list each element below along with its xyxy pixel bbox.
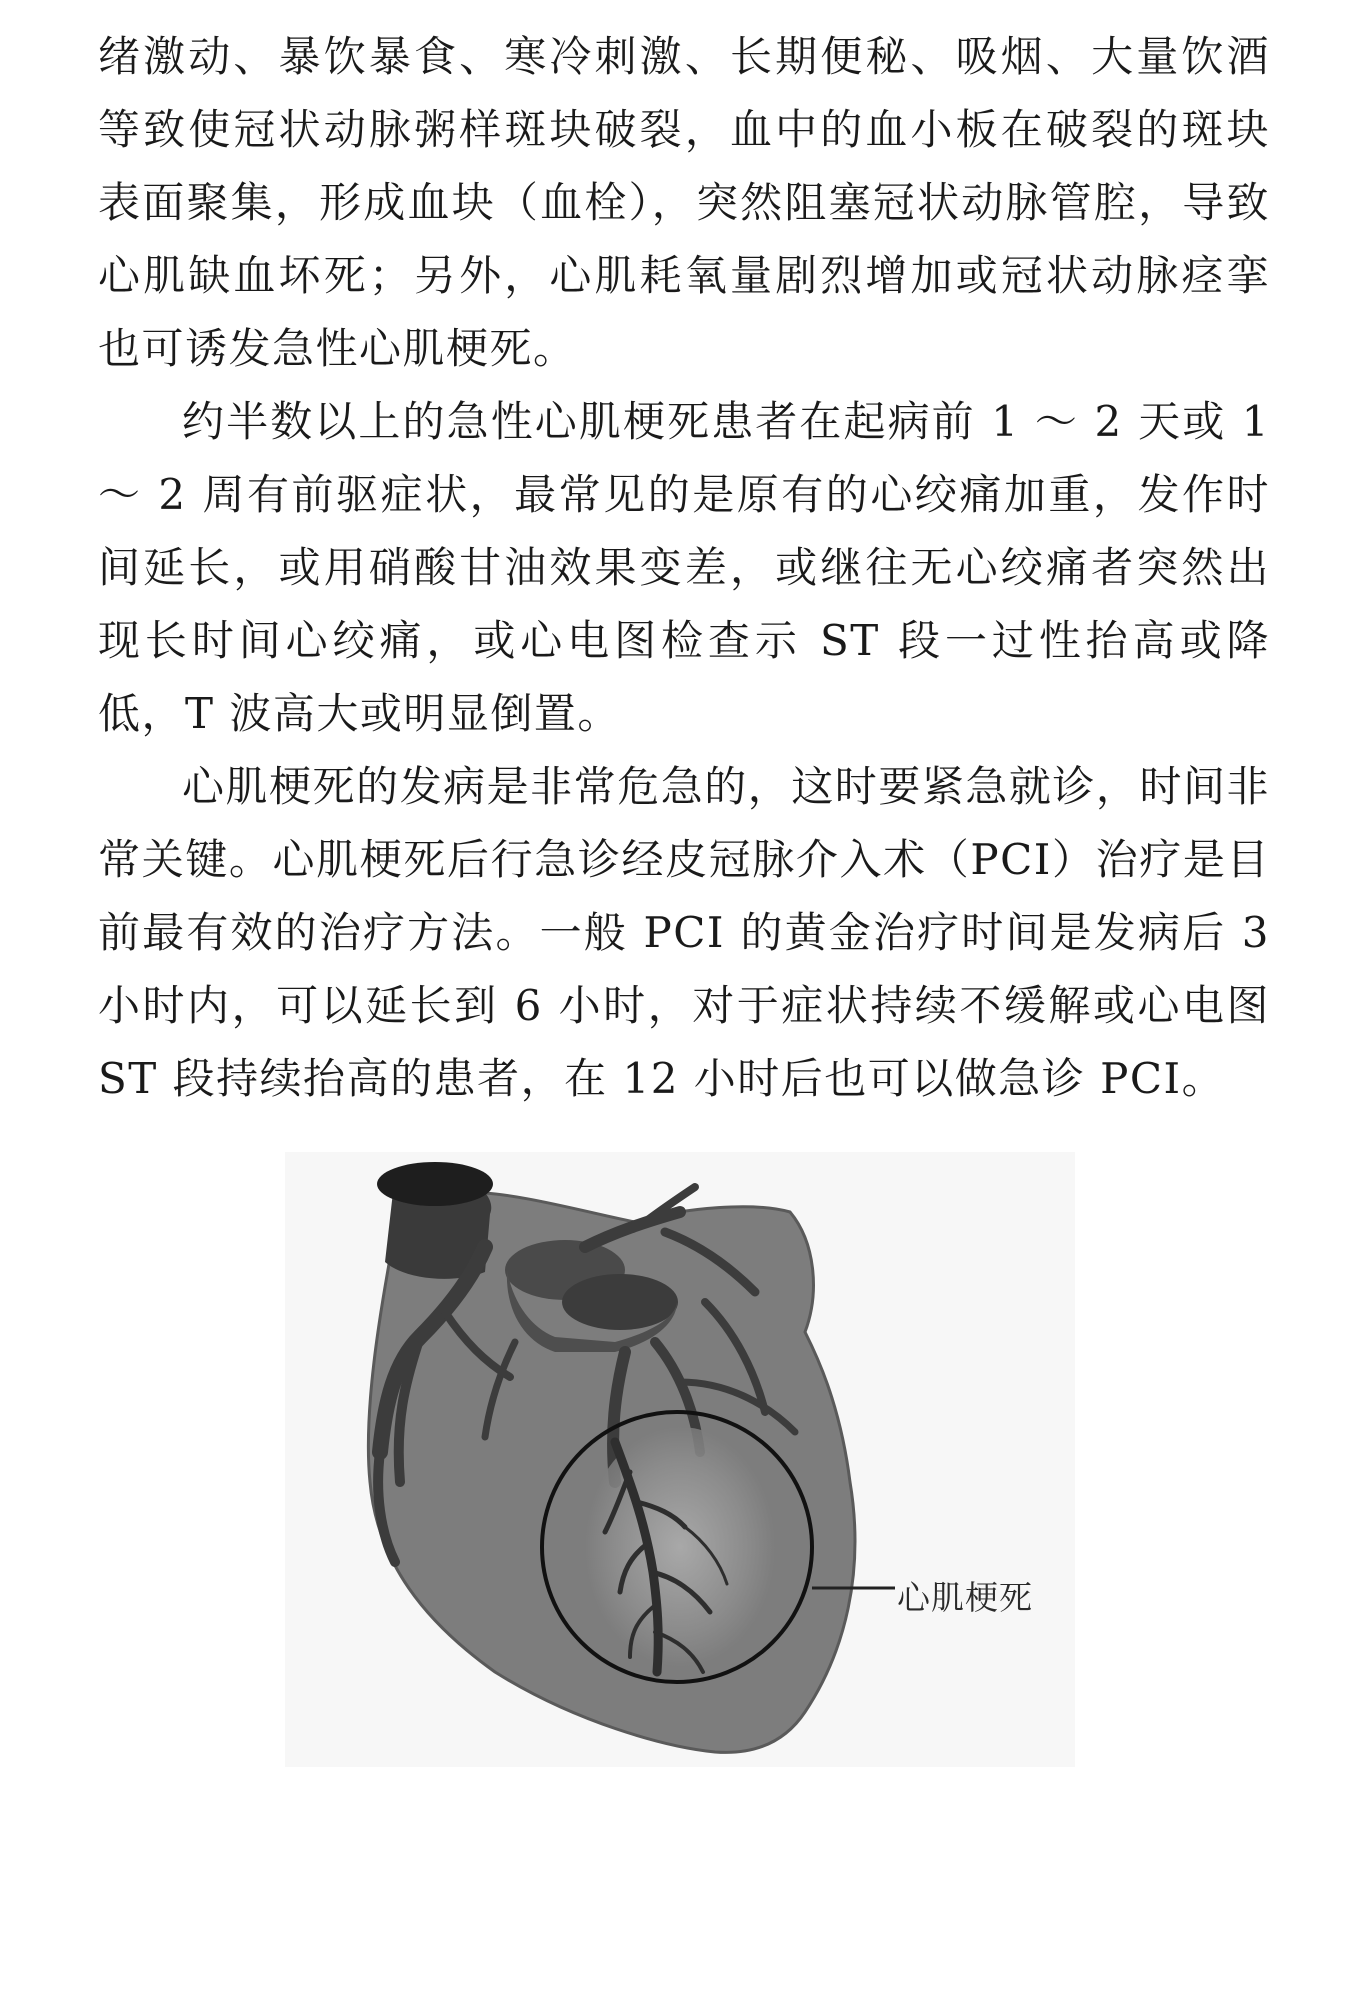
paragraph-2: 约半数以上的急性心肌梗死患者在起病前 1 ～ 2 天或 1 ～ 2 周有前驱症状，最常见的是原有的心绞痛加重，发作时间延长，或用硝酸甘油效果变差，或继往无心绞痛者突然出现长时间心绞痛，或心电图检查示 ST 段一过性抬高或降低，T 波高大或明显倒置。	[98, 397, 1270, 738]
figure-label: 心肌梗死	[897, 1578, 1033, 1617]
heart-illustration	[285, 1152, 1075, 1767]
infarct-zone	[585, 1427, 775, 1667]
vessel-opening-2	[562, 1274, 678, 1330]
paragraph-1: 绪激动、暴饮暴食、寒冷刺激、长期便秘、吸烟、大量饮酒等致使冠状动脉粥样斑块破裂，血中的血小板在破裂的斑块表面聚集，形成血块（血栓），突然阻塞冠状动脉管腔，导致心肌缺血坏死；另外，心肌耗氧量剧烈增加或冠状动脉痉挛也可诱发急性心肌梗死。	[98, 32, 1270, 373]
heart-infarction-figure	[285, 1152, 1075, 1767]
paragraph-3: 心肌梗死的发病是非常危急的，这时要紧急就诊，时间非常关键。心肌梗死后行急诊经皮冠脉介入术（PCI）治疗是目前最有效的治疗方法。一般 PCI 的黄金治疗时间是发病后 3 小时内，可以延长到 6 小时，对于症状持续不缓解或心电图 ST 段持续抬高的患者，在 12 小时后也可以做急诊 PCI。	[98, 762, 1270, 1103]
aorta-opening	[377, 1162, 493, 1206]
document-page	[98, 20, 1270, 1115]
